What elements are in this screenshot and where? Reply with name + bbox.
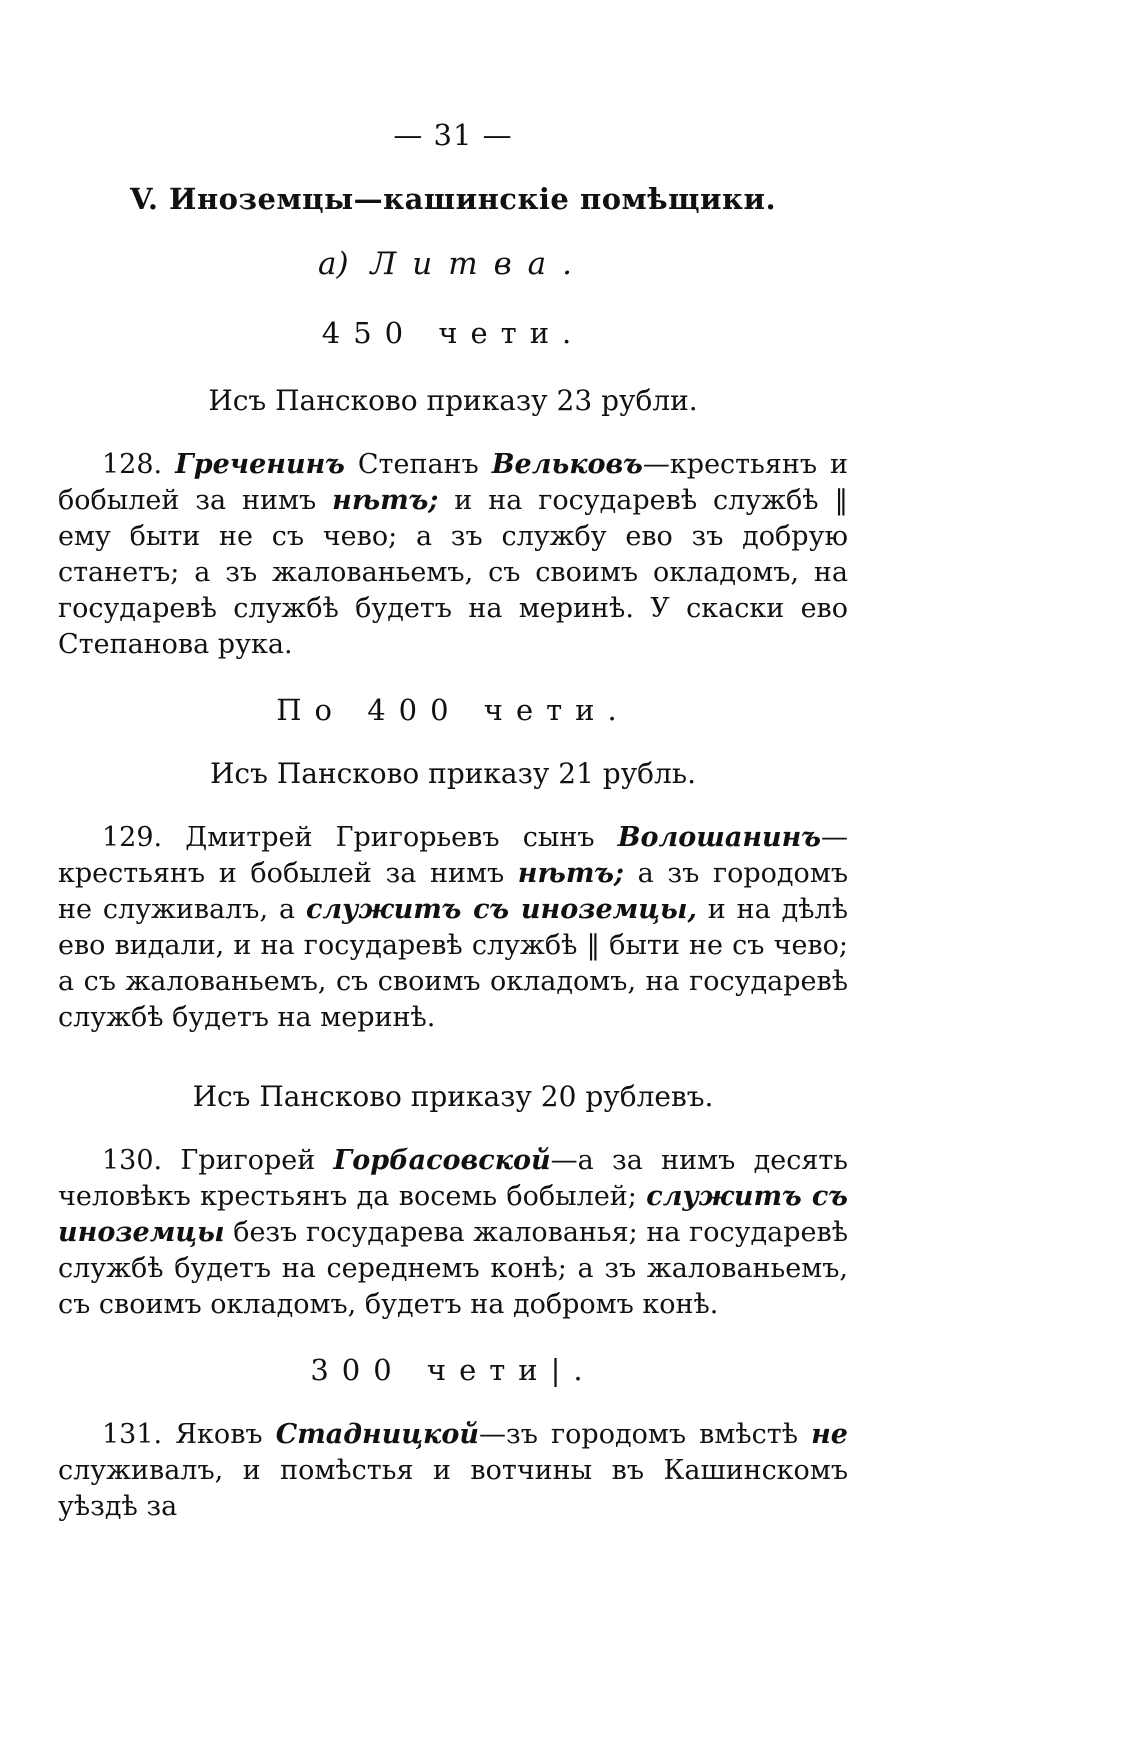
text-run: —а за нимъ десять человѣкъ крестьянъ да восемь бобылей; <box>58 1145 848 1212</box>
text-run: и на дѣлѣ ево видали, и на государевѣ службѣ ‖ быти не съ чево; а съ жалованьемъ, съ своимъ окладомъ, на государевѣ службѣ будетъ на меринѣ. <box>58 894 848 1033</box>
text-column <box>58 118 848 1555</box>
entry-group <box>58 693 848 1036</box>
entry-paragraph <box>58 820 848 1036</box>
subsection-label: а) <box>317 246 349 282</box>
italic-text-run: не <box>811 1419 848 1450</box>
salary-line: Исъ Пансково приказу 21 рубль. <box>210 757 696 790</box>
entry-group <box>58 316 848 663</box>
text-run: а зъ городомъ не служивалъ, а <box>58 858 848 925</box>
land-allotment-heading: 300 чети|. <box>310 1353 596 1387</box>
text-run: 131. Яковъ <box>102 1419 276 1450</box>
salary-line: Исъ Пансково приказу 20 рублевъ. <box>192 1080 714 1113</box>
text-run: Степанъ <box>344 449 492 480</box>
text-run: 129. Дмитрей Григорьевъ сынъ <box>102 822 618 853</box>
entry-paragraph <box>58 1417 848 1525</box>
italic-text-run: Вельковъ <box>491 449 643 480</box>
land-allotment-heading: 450 чети. <box>321 316 585 350</box>
italic-text-run: нѣтъ; <box>517 858 624 889</box>
text-run: —крестьянъ и бобылей за нимъ <box>58 449 848 516</box>
italic-text-run: Греченинъ <box>175 449 345 480</box>
text-run: и на государевѣ службѣ ‖ ему быти не съ чево; а зъ службу ево зъ добрую станетъ; а зъ жалованьемъ, съ своимъ окладомъ, на государевѣ службѣ будетъ на меринѣ. У скаски ево Степанова рука. <box>58 485 848 660</box>
text-run: —крестьянъ и бобылей за нимъ <box>58 822 848 889</box>
text-run: безъ государева жалованья; на государевѣ службѣ будетъ на середнемъ конѣ; а зъ жалованьемъ, съ своимъ окладомъ, будетъ на добромъ конѣ. <box>58 1217 848 1320</box>
text-run: служивалъ, и помѣстья и вотчины въ Кашинскомъ уѣздѣ за <box>58 1455 848 1522</box>
subsection-heading <box>58 246 848 282</box>
italic-text-run: Волошанинъ <box>617 822 821 853</box>
italic-text-run: нѣтъ; <box>332 485 439 516</box>
entry-paragraph <box>58 1143 848 1323</box>
section-heading: V. Иноземцы—кашинскіе помѣщики. <box>129 182 777 216</box>
text-run: —зъ городомъ вмѣстѣ <box>478 1419 812 1450</box>
text-run: 130. Григорей <box>102 1145 334 1176</box>
italic-text-run: Стадницкой <box>275 1419 479 1450</box>
subsection-title: Литва. <box>370 246 589 282</box>
entry-group <box>58 1353 848 1525</box>
italic-text-run: служитъ съ иноземцы, <box>305 894 697 925</box>
spacer <box>58 1066 848 1080</box>
text-run: 128. <box>102 449 176 480</box>
italic-text-run: служитъ съ иноземцы <box>58 1181 848 1248</box>
italic-text-run: Горбасовской <box>333 1145 551 1176</box>
page-number: — 31 — <box>393 118 513 152</box>
land-allotment-heading: По 400 чети. <box>276 693 630 727</box>
entry-paragraph <box>58 447 848 663</box>
entry-group <box>58 1066 848 1323</box>
salary-line: Исъ Пансково приказу 23 рубли. <box>208 384 698 417</box>
